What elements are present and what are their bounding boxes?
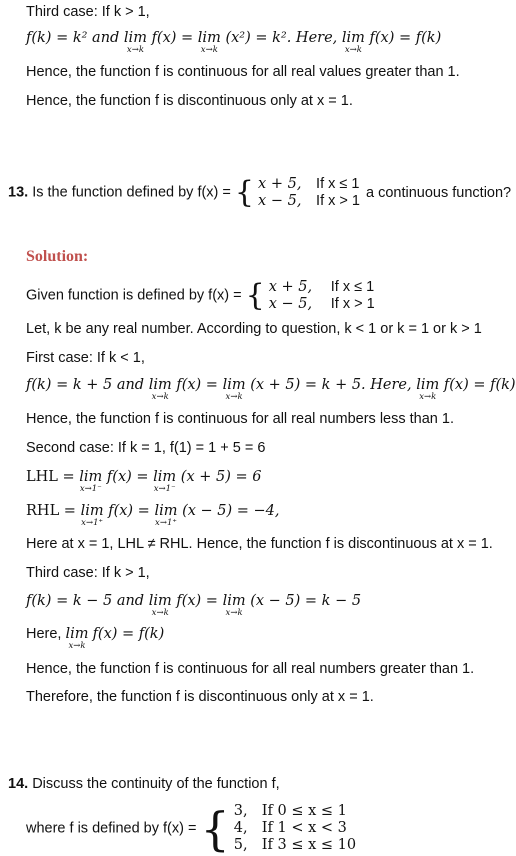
lim-sub: x→1⁺ [155, 518, 177, 528]
question-number: 14. [8, 776, 29, 792]
first-case-conclusion: Hence, the function f is continuous for all real numbers less than 1. [26, 411, 454, 427]
lim-word: lim [153, 469, 177, 485]
second-case-heading: Second case: If k = 1, f(1) = 1 + 5 = 6 [26, 440, 266, 456]
eq-part: (x − 5) = k − 5 [250, 593, 362, 609]
first-case-equation [26, 377, 516, 402]
limit [197, 30, 221, 55]
case-cond: If 3 ≤ x ≤ 10 [261, 837, 357, 853]
eq-part: f(x) = f(k) [92, 626, 165, 642]
question-13 [8, 175, 511, 210]
eq-part: f(x) = [176, 377, 218, 393]
lim-word: lim [65, 626, 89, 642]
case-cond: If x > 1 [330, 295, 375, 312]
lim-sub: x→k [151, 392, 169, 402]
continuous-statement: Hence, the function f is continuous for all real values greater than 1. [26, 64, 460, 80]
here-limit [26, 626, 165, 651]
limit [154, 503, 178, 528]
piecewise-cases [258, 176, 360, 210]
question-text: a continuous function? [366, 184, 512, 201]
piecewise-cases [234, 803, 356, 854]
eq-part: (x + 5) = k + 5. Here, [250, 377, 412, 393]
lim-word: lim [154, 503, 178, 519]
brace: { [234, 175, 255, 210]
lim-word: lim [341, 30, 365, 46]
lim-sub: x→k [200, 45, 218, 55]
third-case-equation [26, 593, 362, 618]
solution-heading: Solution: [26, 248, 89, 265]
limit [416, 377, 440, 402]
lim-word: lim [148, 377, 172, 393]
lim-sub: x→k [419, 392, 437, 402]
eq-part: Here, [26, 626, 62, 642]
limit [79, 469, 103, 494]
eq-part: (x²) = k². Here, [225, 30, 338, 46]
limit [65, 626, 89, 651]
limit [222, 593, 246, 618]
eq-part: f(x) = f(k) [369, 30, 442, 46]
third-case-heading: Third case: If k > 1, [26, 4, 150, 20]
case-expr: x − 5, [268, 295, 313, 312]
lim-word: lim [222, 593, 246, 609]
case-expr: x − 5, [258, 192, 302, 209]
lim-sub: x→k [126, 45, 144, 55]
lhl-equation [26, 469, 262, 494]
lim-sub: x→k [225, 392, 243, 402]
eq-part: f(k) = k + 5 and [26, 377, 145, 393]
lim-word: lim [79, 469, 103, 485]
eq-part: RHL = [26, 503, 76, 519]
lim-word: lim [123, 30, 147, 46]
brace: { [245, 278, 265, 313]
eq-part: LHL = [26, 469, 75, 485]
here-statement: Here at x = 1, LHL ≠ RHL. Hence, the function f is discontinuous at x = 1. [26, 536, 493, 552]
question-text: Discuss the continuity of the function f, [32, 776, 280, 792]
case-cond: If x ≤ 1 [330, 278, 375, 295]
limit [123, 30, 147, 55]
limit [222, 377, 246, 402]
case-value: 3, [233, 803, 248, 819]
eq-part: f(x) = [151, 30, 194, 46]
case-value: 5, [233, 837, 248, 853]
lim-word: lim [416, 377, 440, 393]
lim-word: lim [148, 593, 172, 609]
third-case-conclusion: Hence, the function f is continuous for all real numbers greater than 1. [26, 661, 475, 677]
third-case-equation [26, 30, 442, 55]
given-text: Given function is defined by f(x) = [26, 287, 242, 304]
eq-part: (x − 5) = −4, [182, 503, 280, 519]
limit [148, 593, 172, 618]
limit [341, 30, 365, 55]
lim-sub: x→1⁻ [79, 484, 102, 494]
lim-sub: x→k [68, 641, 86, 651]
lim-sub: x→k [151, 608, 169, 618]
limit [80, 503, 104, 528]
case-expr: x + 5, [268, 278, 313, 295]
eq-part: f(x) = [108, 503, 150, 519]
rhl-equation [26, 503, 280, 528]
first-case-heading: First case: If k < 1, [26, 350, 145, 366]
lim-word: lim [197, 30, 221, 46]
given-function [26, 278, 375, 313]
limit [148, 377, 172, 402]
lim-sub: x→1⁺ [81, 518, 103, 528]
case-cond: If x ≤ 1 [316, 175, 360, 192]
case-expr: x + 5, [258, 175, 302, 192]
case-value: 4, [233, 820, 248, 836]
eq-part: (x + 5) = 6 [180, 469, 262, 485]
where-text: where f is defined by f(x) = [26, 820, 197, 837]
lim-sub: x→1⁻ [153, 484, 176, 494]
brace: { [200, 801, 230, 856]
eq-part: f(x) = [106, 469, 149, 485]
limit [153, 469, 177, 494]
case-cond: If 1 < x < 3 [261, 820, 347, 836]
piecewise-cases [269, 279, 375, 313]
case-cond: If x > 1 [316, 192, 360, 209]
third-case-heading: Third case: If k > 1, [26, 565, 150, 581]
therefore-statement: Therefore, the function f is discontinuous only at x = 1. [26, 689, 374, 705]
eq-part: f(x) = [176, 593, 218, 609]
eq-part: f(k) = k − 5 and [26, 593, 145, 609]
lim-sub: x→k [225, 608, 243, 618]
question-14 [8, 776, 280, 792]
eq-part: f(k) = k² and [26, 30, 120, 46]
question-number: 13. [8, 184, 29, 201]
case-cond: If 0 ≤ x ≤ 1 [261, 803, 347, 819]
lim-word: lim [222, 377, 246, 393]
discontinuous-statement: Hence, the function f is discontinuous only at x = 1. [26, 93, 353, 109]
lim-sub: x→k [344, 45, 362, 55]
let-statement: Let, k be any real number. According to question, k < 1 or k = 1 or k > 1 [26, 321, 482, 337]
lim-word: lim [80, 503, 104, 519]
q14-definition [26, 803, 356, 854]
eq-part: f(x) = f(k) [443, 377, 516, 393]
question-text: Is the function defined by f(x) = [32, 184, 231, 201]
